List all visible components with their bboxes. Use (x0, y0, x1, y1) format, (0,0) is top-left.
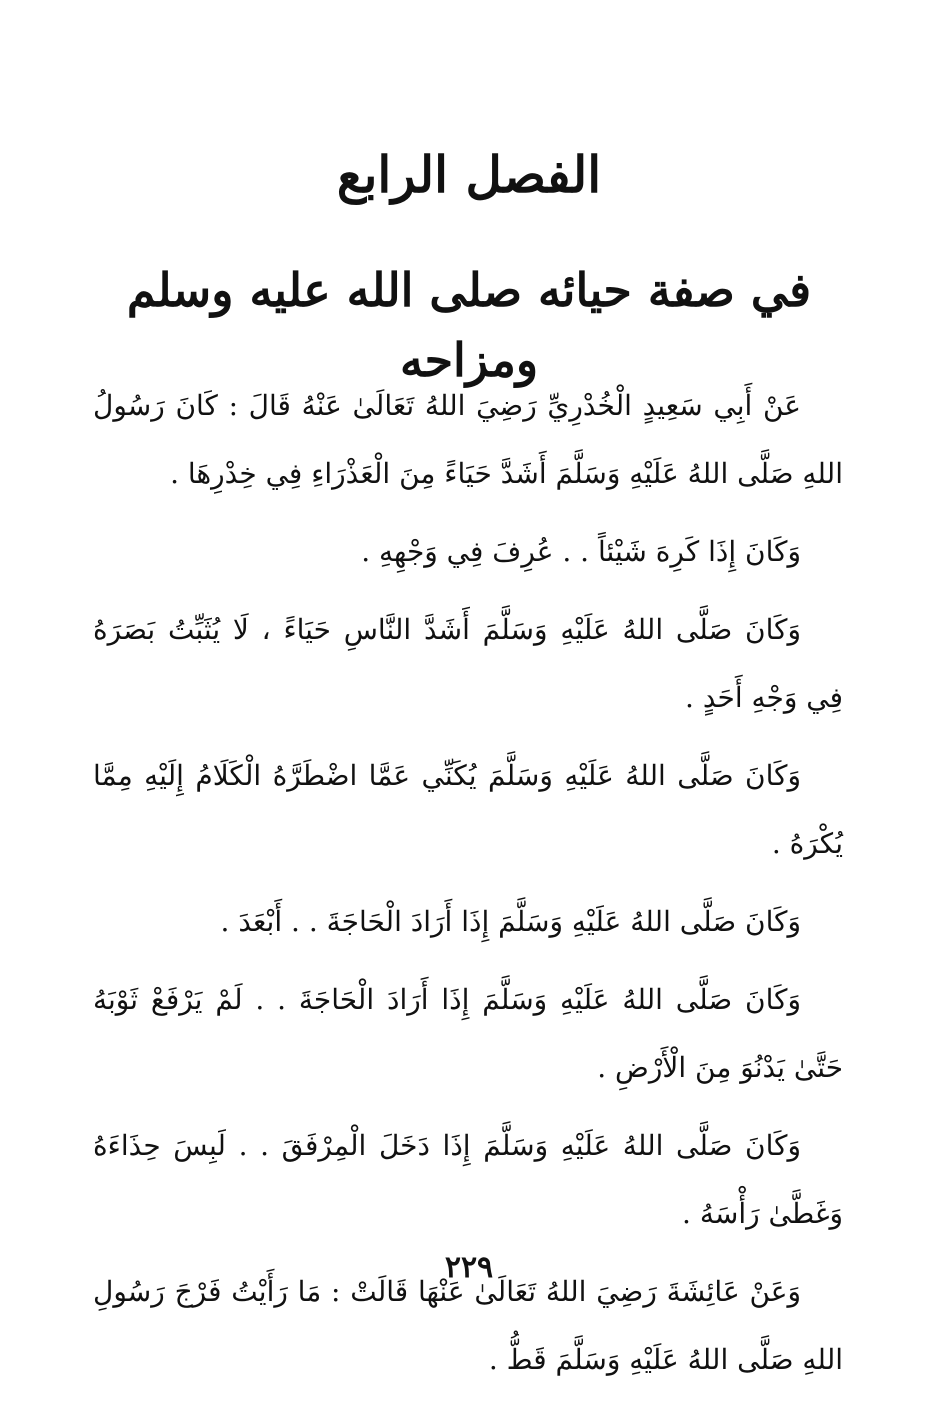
paragraph: وَكَانَ صَلَّى اللهُ عَلَيْهِ وَسَلَّمَ إِذَا دَخَلَ الْمِرْفَقَ . . لَبِسَ حِذَاءَهُ وَغَطَّىٰ رَأْسَهُ . (93, 1129, 843, 1230)
paragraph: وَكَانَ صَلَّى اللهُ عَلَيْهِ وَسَلَّمَ أَشَدَّ النَّاسِ حَيَاءً ، لَا يُثَبِّتُ بَصَرَهُ فِي وَجْهِ أَحَدٍ . (93, 613, 843, 714)
paragraph: وَكَانَ صَلَّى اللهُ عَلَيْهِ وَسَلَّمَ إِذَا أَرَادَ الْحَاجَةَ . . لَمْ يَرْفَعْ ثَوْبَهُ حَتَّىٰ يَدْنُوَ مِنَ الْأَرْضِ . (93, 983, 843, 1084)
chapter-subtitle: في صفة حيائه صلى الله عليه وسلم ومزاحه (126, 263, 812, 387)
paragraph: وَكَانَ صَلَّى اللهُ عَلَيْهِ وَسَلَّمَ يُكَنِّي عَمَّا اضْطَرَّهُ الْكَلَامُ إِلَيْهِ مِمَّا يُكْرَهُ . (93, 759, 843, 860)
paragraph: وَكَانَ إِذَا كَرِهَ شَيْئاً . . عُرِفَ فِي وَجْهِهِ . (361, 535, 801, 568)
chapter-title: الفصل الرابع (336, 145, 602, 204)
paragraph: عَنْ أَبِي سَعِيدٍ الْخُدْرِيِّ رَضِيَ اللهُ تَعَالَىٰ عَنْهُ قَالَ : كَانَ رَسُولُ اللهِ صَلَّى اللهُ عَلَيْهِ وَسَلَّمَ أَشَدَّ حَيَاءً مِنَ الْعَذْرَاءِ فِي خِدْرِهَا . (93, 389, 843, 490)
paragraph: وَعَنْ عَائِشَةَ رَضِيَ اللهُ تَعَالَىٰ عَنْهَا قَالَتْ : مَا رَأَيْتُ فَرْجَ رَسُولِ اللهِ صَلَّى اللهُ عَلَيْهِ وَسَلَّمَ قَطُّ . (93, 1275, 843, 1376)
paragraph: وَكَانَ صَلَّى اللهُ عَلَيْهِ وَسَلَّمَ إِذَا أَرَادَ الْحَاجَةَ . . أَبْعَدَ . (220, 905, 801, 938)
page-number: ٢٢٩ (444, 1250, 494, 1285)
